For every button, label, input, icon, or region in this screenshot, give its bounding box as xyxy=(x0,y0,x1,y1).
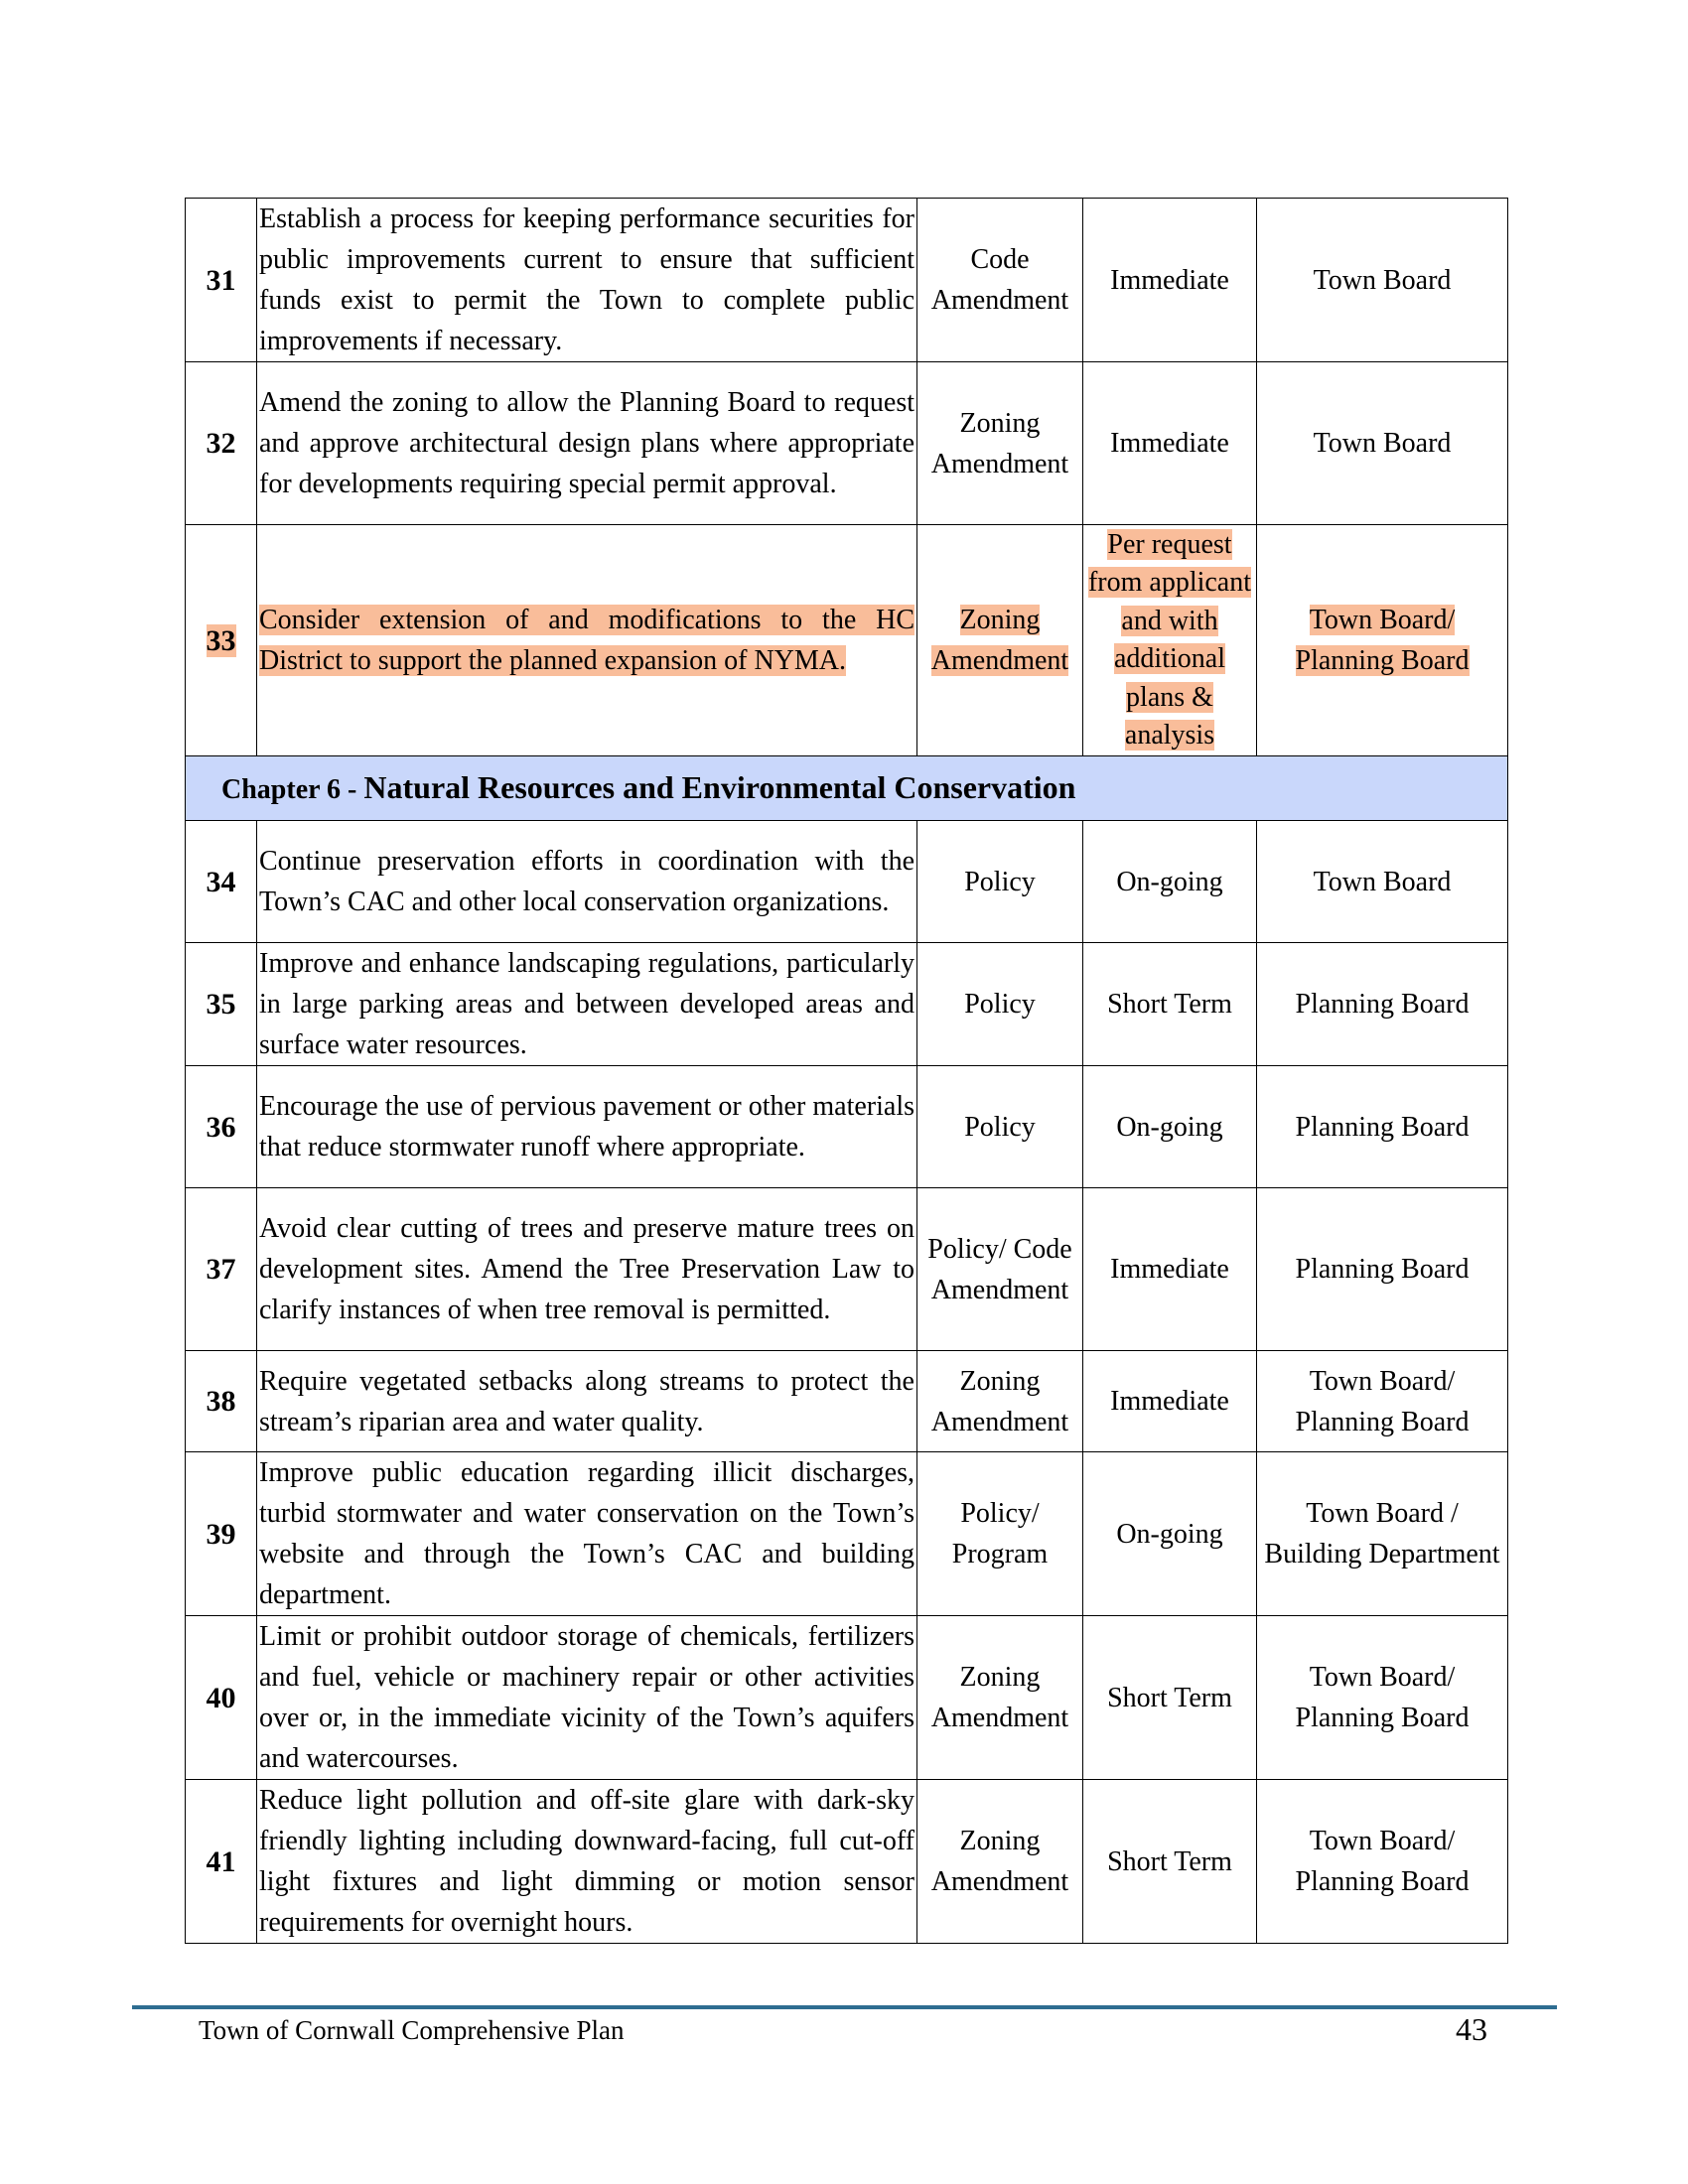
responsible-line-1: Town Board / xyxy=(1306,1498,1459,1529)
timeframe-line-6: analysis xyxy=(1124,720,1215,751)
table-row xyxy=(186,1188,1508,1351)
row-number-cell xyxy=(186,821,257,943)
description-cell xyxy=(257,1780,917,1944)
tool-cell xyxy=(917,362,1083,525)
tool-line-2: Amendment xyxy=(930,285,1069,316)
responsible-cell xyxy=(1257,1452,1508,1616)
description-cell xyxy=(257,1616,917,1780)
row-number-cell xyxy=(186,1188,257,1351)
row-number: 33 xyxy=(206,623,236,657)
responsible-line-2: Planning Board xyxy=(1295,645,1470,676)
timeframe-line-1: Immediate xyxy=(1110,264,1229,296)
timeframe-cell xyxy=(1083,1351,1257,1452)
row-number: 34 xyxy=(206,865,236,898)
tool-line-2: Amendment xyxy=(930,1406,1069,1437)
responsible-cell xyxy=(1257,1351,1508,1452)
responsible-line-1: Planning Board xyxy=(1295,1111,1470,1143)
tool-line-1: Code xyxy=(970,244,1030,275)
row-number-cell xyxy=(186,1616,257,1780)
tool-line-1: Policy xyxy=(964,1111,1036,1143)
tool-line-1: Policy xyxy=(964,866,1036,897)
chapter-header-row xyxy=(186,756,1508,821)
row-number: 38 xyxy=(206,1385,236,1418)
timeframe-line-1: Per request xyxy=(1107,528,1232,560)
tool-cell xyxy=(917,525,1083,756)
description-text: Avoid clear cutting of trees and preserve mature trees on development sites. Amend the Tree Preservation Law to clarify instances of when tree removal is permitted. xyxy=(259,1213,914,1325)
row-number: 39 xyxy=(206,1517,236,1551)
timeframe-line-3: and with xyxy=(1121,605,1218,636)
responsible-cell xyxy=(1257,1780,1508,1944)
row-number-cell xyxy=(186,362,257,525)
table-row xyxy=(186,821,1508,943)
table-row xyxy=(186,1066,1508,1188)
responsible-line-1: Town Board xyxy=(1313,428,1452,459)
responsible-line-2: Building Department xyxy=(1264,1539,1500,1570)
responsible-cell xyxy=(1257,1616,1508,1780)
tool-line-1: Zoning xyxy=(959,605,1041,635)
table-body-before-chapter xyxy=(186,199,1508,525)
timeframe-cell xyxy=(1083,1616,1257,1780)
timeframe-line-2: from applicant xyxy=(1087,567,1252,598)
description-text: Consider extension of and modifications to the HC District to support the planned expansion of NYMA. xyxy=(259,605,914,676)
tool-line-1: Policy/ xyxy=(960,1498,1040,1529)
tool-cell xyxy=(917,1066,1083,1188)
tool-line-1: Zoning xyxy=(959,1365,1041,1397)
timeframe-line-1: On-going xyxy=(1116,1518,1223,1550)
tool-line-2: Program xyxy=(951,1539,1049,1570)
description-cell xyxy=(257,1351,917,1452)
responsible-line-1: Town Board/ xyxy=(1309,1662,1456,1693)
tool-line-1: Zoning xyxy=(959,1662,1041,1693)
responsible-cell xyxy=(1257,1188,1508,1351)
tool-cell xyxy=(917,1780,1083,1944)
timeframe-cell xyxy=(1083,943,1257,1066)
description-cell xyxy=(257,362,917,525)
row-number-cell xyxy=(186,943,257,1066)
chapter-heading xyxy=(186,756,1508,821)
timeframe-line-1: Immediate xyxy=(1110,1254,1229,1285)
responsible-cell xyxy=(1257,199,1508,362)
description-cell xyxy=(257,199,917,362)
responsible-line-1: Town Board xyxy=(1313,866,1452,897)
timeframe-line-1: Short Term xyxy=(1107,1845,1232,1877)
description-text: Limit or prohibit outdoor storage of chemicals, fertilizers and fuel, vehicle or machinery repair or other activities over or, in the immediate vicinity of the Town’s aquifers and watercourses. xyxy=(259,1621,914,1774)
row-number-cell xyxy=(186,1066,257,1188)
tool-cell xyxy=(917,1616,1083,1780)
description-cell xyxy=(257,1452,917,1616)
row-number: 37 xyxy=(206,1253,236,1286)
tool-cell xyxy=(917,1452,1083,1616)
chapter-title: Natural Resources and Environmental Conservation xyxy=(363,768,1076,805)
responsible-line-2: Planning Board xyxy=(1295,1866,1470,1897)
footer-page-number: 43 xyxy=(1456,2011,1487,2047)
description-text: Improve public education regarding illicit discharges, turbid stormwater and water conservation on the Town’s website and through the Town’s CAC and building department. xyxy=(259,1457,914,1610)
tool-line-1: Policy xyxy=(964,989,1036,1020)
responsible-line-2: Planning Board xyxy=(1295,1406,1470,1437)
table-body-row-33 xyxy=(186,525,1508,756)
tool-line-1: Policy/ Code xyxy=(927,1233,1072,1265)
description-text: Amend the zoning to allow the Planning Board to request and approve architectural design plans where appropriate for developments requiring special permit approval. xyxy=(259,387,914,499)
row-number-cell xyxy=(186,1351,257,1452)
timeframe-cell xyxy=(1083,1066,1257,1188)
responsible-line-1: Town Board/ xyxy=(1309,605,1456,635)
timeframe-line-1: Immediate xyxy=(1110,428,1229,459)
chapter-prefix: Chapter 6 - xyxy=(221,773,364,805)
row-number: 32 xyxy=(206,427,236,460)
tool-line-2: Amendment xyxy=(930,1866,1069,1897)
responsible-cell xyxy=(1257,525,1508,756)
description-text: Establish a process for keeping performance securities for public improvements current to ensure that sufficient funds exist to permit the Town to complete public improvements if necessary. xyxy=(259,204,914,356)
timeframe-line-1: On-going xyxy=(1116,1111,1223,1143)
timeframe-line-5: plans & xyxy=(1126,681,1213,713)
description-text: Reduce light pollution and off-site glare with dark-sky friendly lighting including downward-facing, full cut-off light fixtures and light dimming or motion sensor requirements for overnight hours. xyxy=(259,1785,914,1938)
table-row xyxy=(186,525,1508,756)
timeframe-cell xyxy=(1083,525,1257,756)
tool-cell xyxy=(917,1351,1083,1452)
tool-cell xyxy=(917,199,1083,362)
implementation-table xyxy=(185,198,1508,1944)
description-cell xyxy=(257,1188,917,1351)
timeframe-line-1: Short Term xyxy=(1107,1682,1232,1713)
table-body-after-chapter xyxy=(186,821,1508,1944)
tool-line-1: Zoning xyxy=(959,1826,1041,1856)
description-text: Improve and enhance landscaping regulations, particularly in large parking areas and between developed areas and surface water resources. xyxy=(259,948,914,1060)
table-row xyxy=(186,1780,1508,1944)
responsible-line-2: Planning Board xyxy=(1295,1703,1470,1733)
timeframe-cell xyxy=(1083,821,1257,943)
description-cell xyxy=(257,525,917,756)
tool-line-2: Amendment xyxy=(930,645,1069,676)
row-number: 40 xyxy=(206,1681,236,1714)
responsible-line-1: Planning Board xyxy=(1295,989,1470,1020)
responsible-cell xyxy=(1257,943,1508,1066)
timeframe-line-1: Short Term xyxy=(1107,989,1232,1020)
responsible-line-1: Town Board/ xyxy=(1309,1826,1456,1856)
table-row xyxy=(186,362,1508,525)
table-row xyxy=(186,199,1508,362)
timeframe-cell xyxy=(1083,362,1257,525)
tool-cell xyxy=(917,821,1083,943)
row-number: 36 xyxy=(206,1110,236,1144)
row-number-cell xyxy=(186,199,257,362)
description-cell xyxy=(257,943,917,1066)
table-row xyxy=(186,943,1508,1066)
row-number: 35 xyxy=(206,988,236,1021)
responsible-line-1: Town Board xyxy=(1313,264,1452,296)
timeframe-cell xyxy=(1083,1452,1257,1616)
description-text: Require vegetated setbacks along streams to protect the stream’s riparian area and water quality. xyxy=(259,1365,914,1437)
tool-line-2: Amendment xyxy=(930,1274,1069,1305)
row-number-cell xyxy=(186,1452,257,1616)
description-cell xyxy=(257,1066,917,1188)
table-row xyxy=(186,1616,1508,1780)
timeframe-line-1: Immediate xyxy=(1110,1386,1229,1417)
table-row xyxy=(186,1452,1508,1616)
row-number: 41 xyxy=(206,1844,236,1878)
description-text: Continue preservation efforts in coordination with the Town’s CAC and other local conservation organizations. xyxy=(259,846,914,917)
tool-line-1: Zoning xyxy=(959,407,1041,439)
responsible-cell xyxy=(1257,821,1508,943)
tool-cell xyxy=(917,943,1083,1066)
timeframe-cell xyxy=(1083,1780,1257,1944)
responsible-cell xyxy=(1257,1066,1508,1188)
row-number-cell xyxy=(186,525,257,756)
responsible-line-1: Planning Board xyxy=(1295,1254,1470,1285)
responsible-line-1: Town Board/ xyxy=(1309,1365,1456,1397)
row-number: 31 xyxy=(206,263,236,297)
table-body-chapter xyxy=(186,756,1508,821)
timeframe-line-4: additional xyxy=(1114,643,1225,674)
tool-cell xyxy=(917,1188,1083,1351)
timeframe-line-1: On-going xyxy=(1116,866,1223,897)
description-cell xyxy=(257,821,917,943)
tool-line-2: Amendment xyxy=(930,448,1069,479)
timeframe-cell xyxy=(1083,1188,1257,1351)
table-row xyxy=(186,1351,1508,1452)
footer-rule xyxy=(132,2005,1557,2009)
row-number-cell xyxy=(186,1780,257,1944)
tool-line-2: Amendment xyxy=(930,1703,1069,1733)
timeframe-cell xyxy=(1083,199,1257,362)
responsible-cell xyxy=(1257,362,1508,525)
description-text: Encourage the use of pervious pavement or other materials that reduce stormwater runoff where appropriate. xyxy=(259,1091,914,1162)
footer-document-title: Town of Cornwall Comprehensive Plan xyxy=(199,2015,625,2045)
